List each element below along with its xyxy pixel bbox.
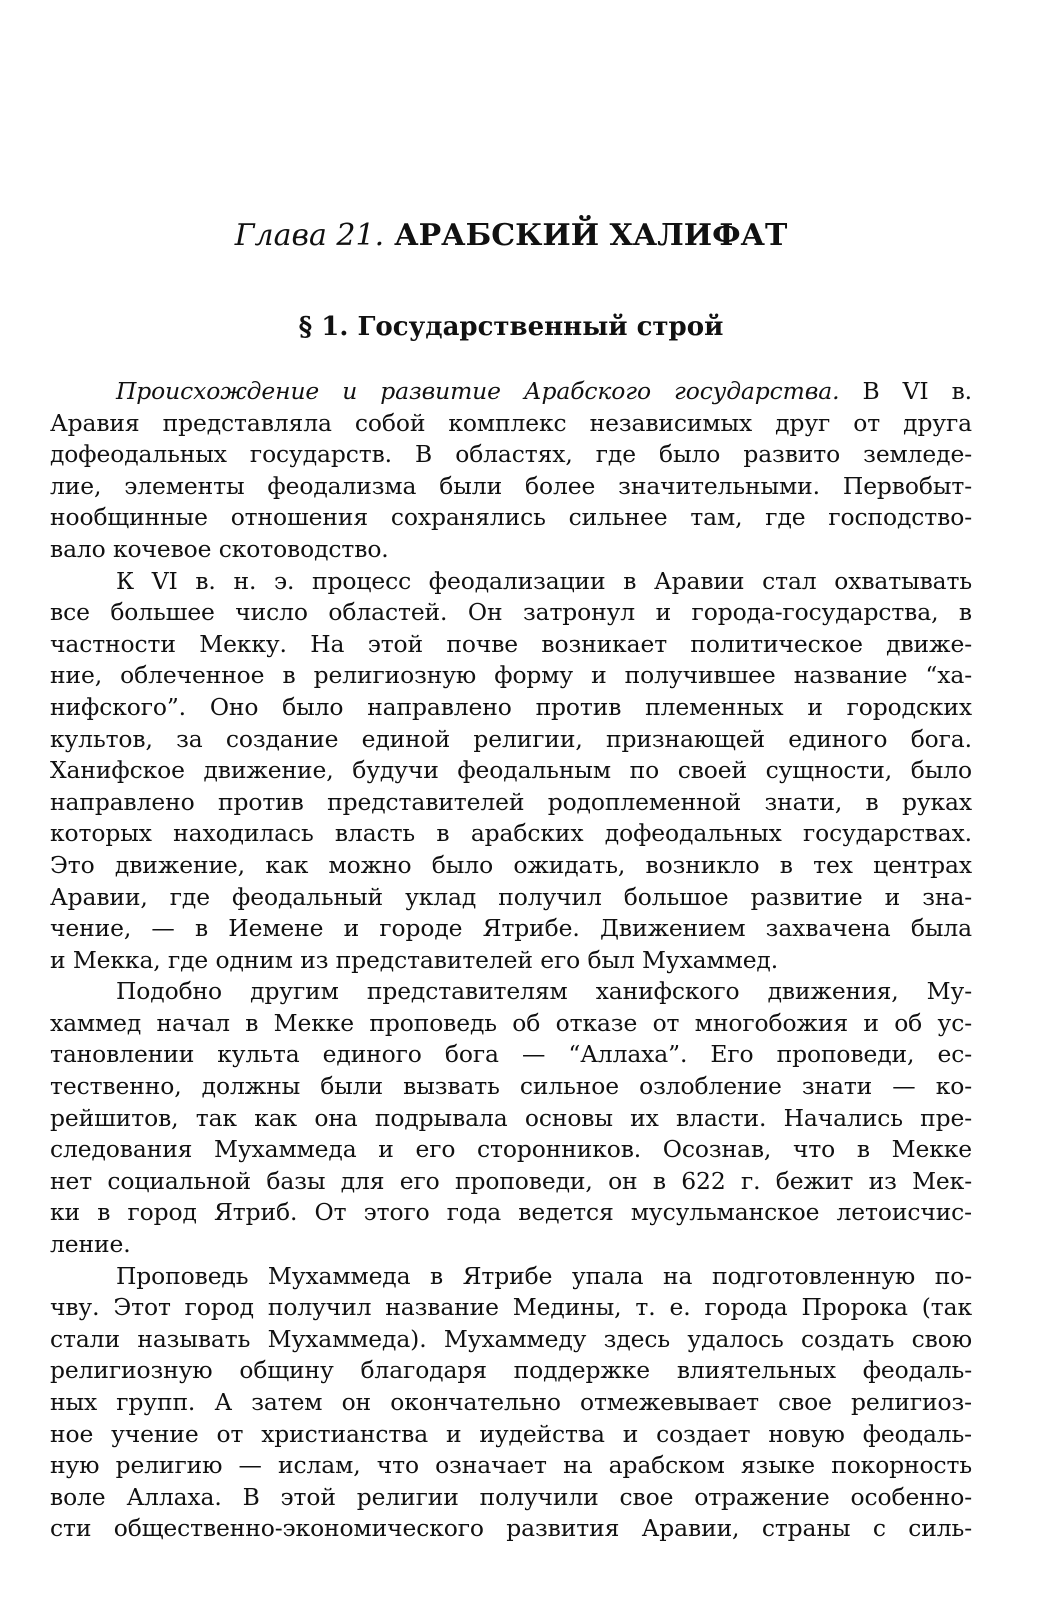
text-line: Аравия представляла собой комплекс независимых друг от друга bbox=[50, 408, 972, 437]
text-line: вало кочевое скотоводство. bbox=[50, 534, 389, 563]
text-line: хаммед начал в Мекке проповедь об отказе от многобожия и об ус- bbox=[50, 1008, 972, 1037]
text-line: ных групп. А затем он окончательно отмежевывает свое религиоз- bbox=[50, 1388, 972, 1416]
text-line: направлено против представителей родоплеменной знати, в руках bbox=[50, 787, 972, 816]
text-line: ки в город Ятриб. От этого года ведется мусульманское летоисчис- bbox=[50, 1198, 972, 1227]
text-line: и Мекка, где одним из представителей его был Мухаммед. bbox=[50, 945, 779, 974]
text-line: Ханифское движение, будучи феодальным по своей сущности, было bbox=[50, 756, 972, 785]
text-line: Проповедь Мухаммеда в Ятрибе упала на подготовленную по- bbox=[116, 1261, 972, 1290]
text-line: следования Мухаммеда и его сторонников. Осознав, что в Мекке bbox=[50, 1135, 972, 1164]
text-line: тановлении культа единого бога — “Аллаха”. Его проповеди, ес- bbox=[50, 1040, 972, 1069]
text-line: религиозную общину благодаря поддержке влиятельных феодаль- bbox=[50, 1356, 972, 1385]
text-line: все большее число областей. Он затронул и города-государства, в bbox=[50, 598, 972, 627]
chapter-title: АРАБСКИЙ ХАЛИФАТ bbox=[394, 218, 788, 253]
text-line: ную религию — ислам, что означает на арабском языке покорность bbox=[50, 1451, 972, 1480]
text-line: частности Мекку. На этой почве возникает политическое движе- bbox=[50, 629, 972, 658]
paragraph-lead: Происхождение и развитие Арабского государства. bbox=[116, 377, 840, 405]
text-line: Подобно другим представителям ханифского движения, Му- bbox=[116, 977, 972, 1006]
text-line: ное учение от христианства и иудейства и создает новую феодаль- bbox=[50, 1419, 972, 1448]
text-line: чение, — в Иемене и городе Ятрибе. Движением захвачена была bbox=[50, 914, 972, 943]
text-line: культов, за создание единой религии, признающей единого бога. bbox=[50, 724, 972, 753]
text-line: сти общественно-экономического развития Аравии, страны с силь- bbox=[50, 1514, 972, 1543]
chapter-label: Глава 21. bbox=[234, 218, 385, 253]
text-line: Это движение, как можно было ожидать, возникло в тех центрах bbox=[50, 850, 972, 879]
text-line: рейшитов, так как она подрывала основы их власти. Начались пре- bbox=[50, 1103, 972, 1132]
text-line: ние, облеченное в религиозную форму и получившее название “ха- bbox=[50, 661, 972, 690]
text-line: нообщинные отношения сохранялись сильнее там, где господство- bbox=[50, 503, 972, 532]
text-line: нифского”. Оно было направлено против племенных и городских bbox=[50, 692, 972, 721]
text-line: нет социальной базы для его проповеди, он в 622 г. бежит из Мек- bbox=[50, 1166, 972, 1195]
text-line: чву. Этот город получил название Медины, т. е. города Пророка (так bbox=[50, 1293, 972, 1322]
text-line: воле Аллаха. В этой религии получили свое отражение особенно- bbox=[50, 1482, 972, 1511]
text-line: которых находилась власть в арабских дофеодальных государствах. bbox=[50, 819, 972, 848]
text-line: лие, элементы феодализма были более значительными. Первобыт- bbox=[50, 471, 972, 500]
chapter-heading bbox=[50, 214, 972, 258]
text-line: Происхождение и развитие Арабского государства. В VI в. bbox=[116, 377, 972, 405]
section-heading: § 1. Государственный строй bbox=[298, 312, 724, 342]
text-line: Аравии, где феодальный уклад получил большое развитие и зна- bbox=[50, 882, 972, 911]
text-line: стали называть Мухаммеда). Мухаммеду здесь удалось создать свою bbox=[50, 1324, 972, 1353]
body-text bbox=[50, 376, 972, 1545]
text-line: К VI в. н. э. процесс феодализации в Аравии стал охватывать bbox=[116, 566, 972, 595]
text-line: ление. bbox=[50, 1230, 131, 1259]
text-line: тественно, должны были вызвать сильное озлобление знати — ко- bbox=[50, 1072, 972, 1101]
text-line: дофеодальных государств. В областях, где было развито земледе- bbox=[50, 440, 972, 469]
